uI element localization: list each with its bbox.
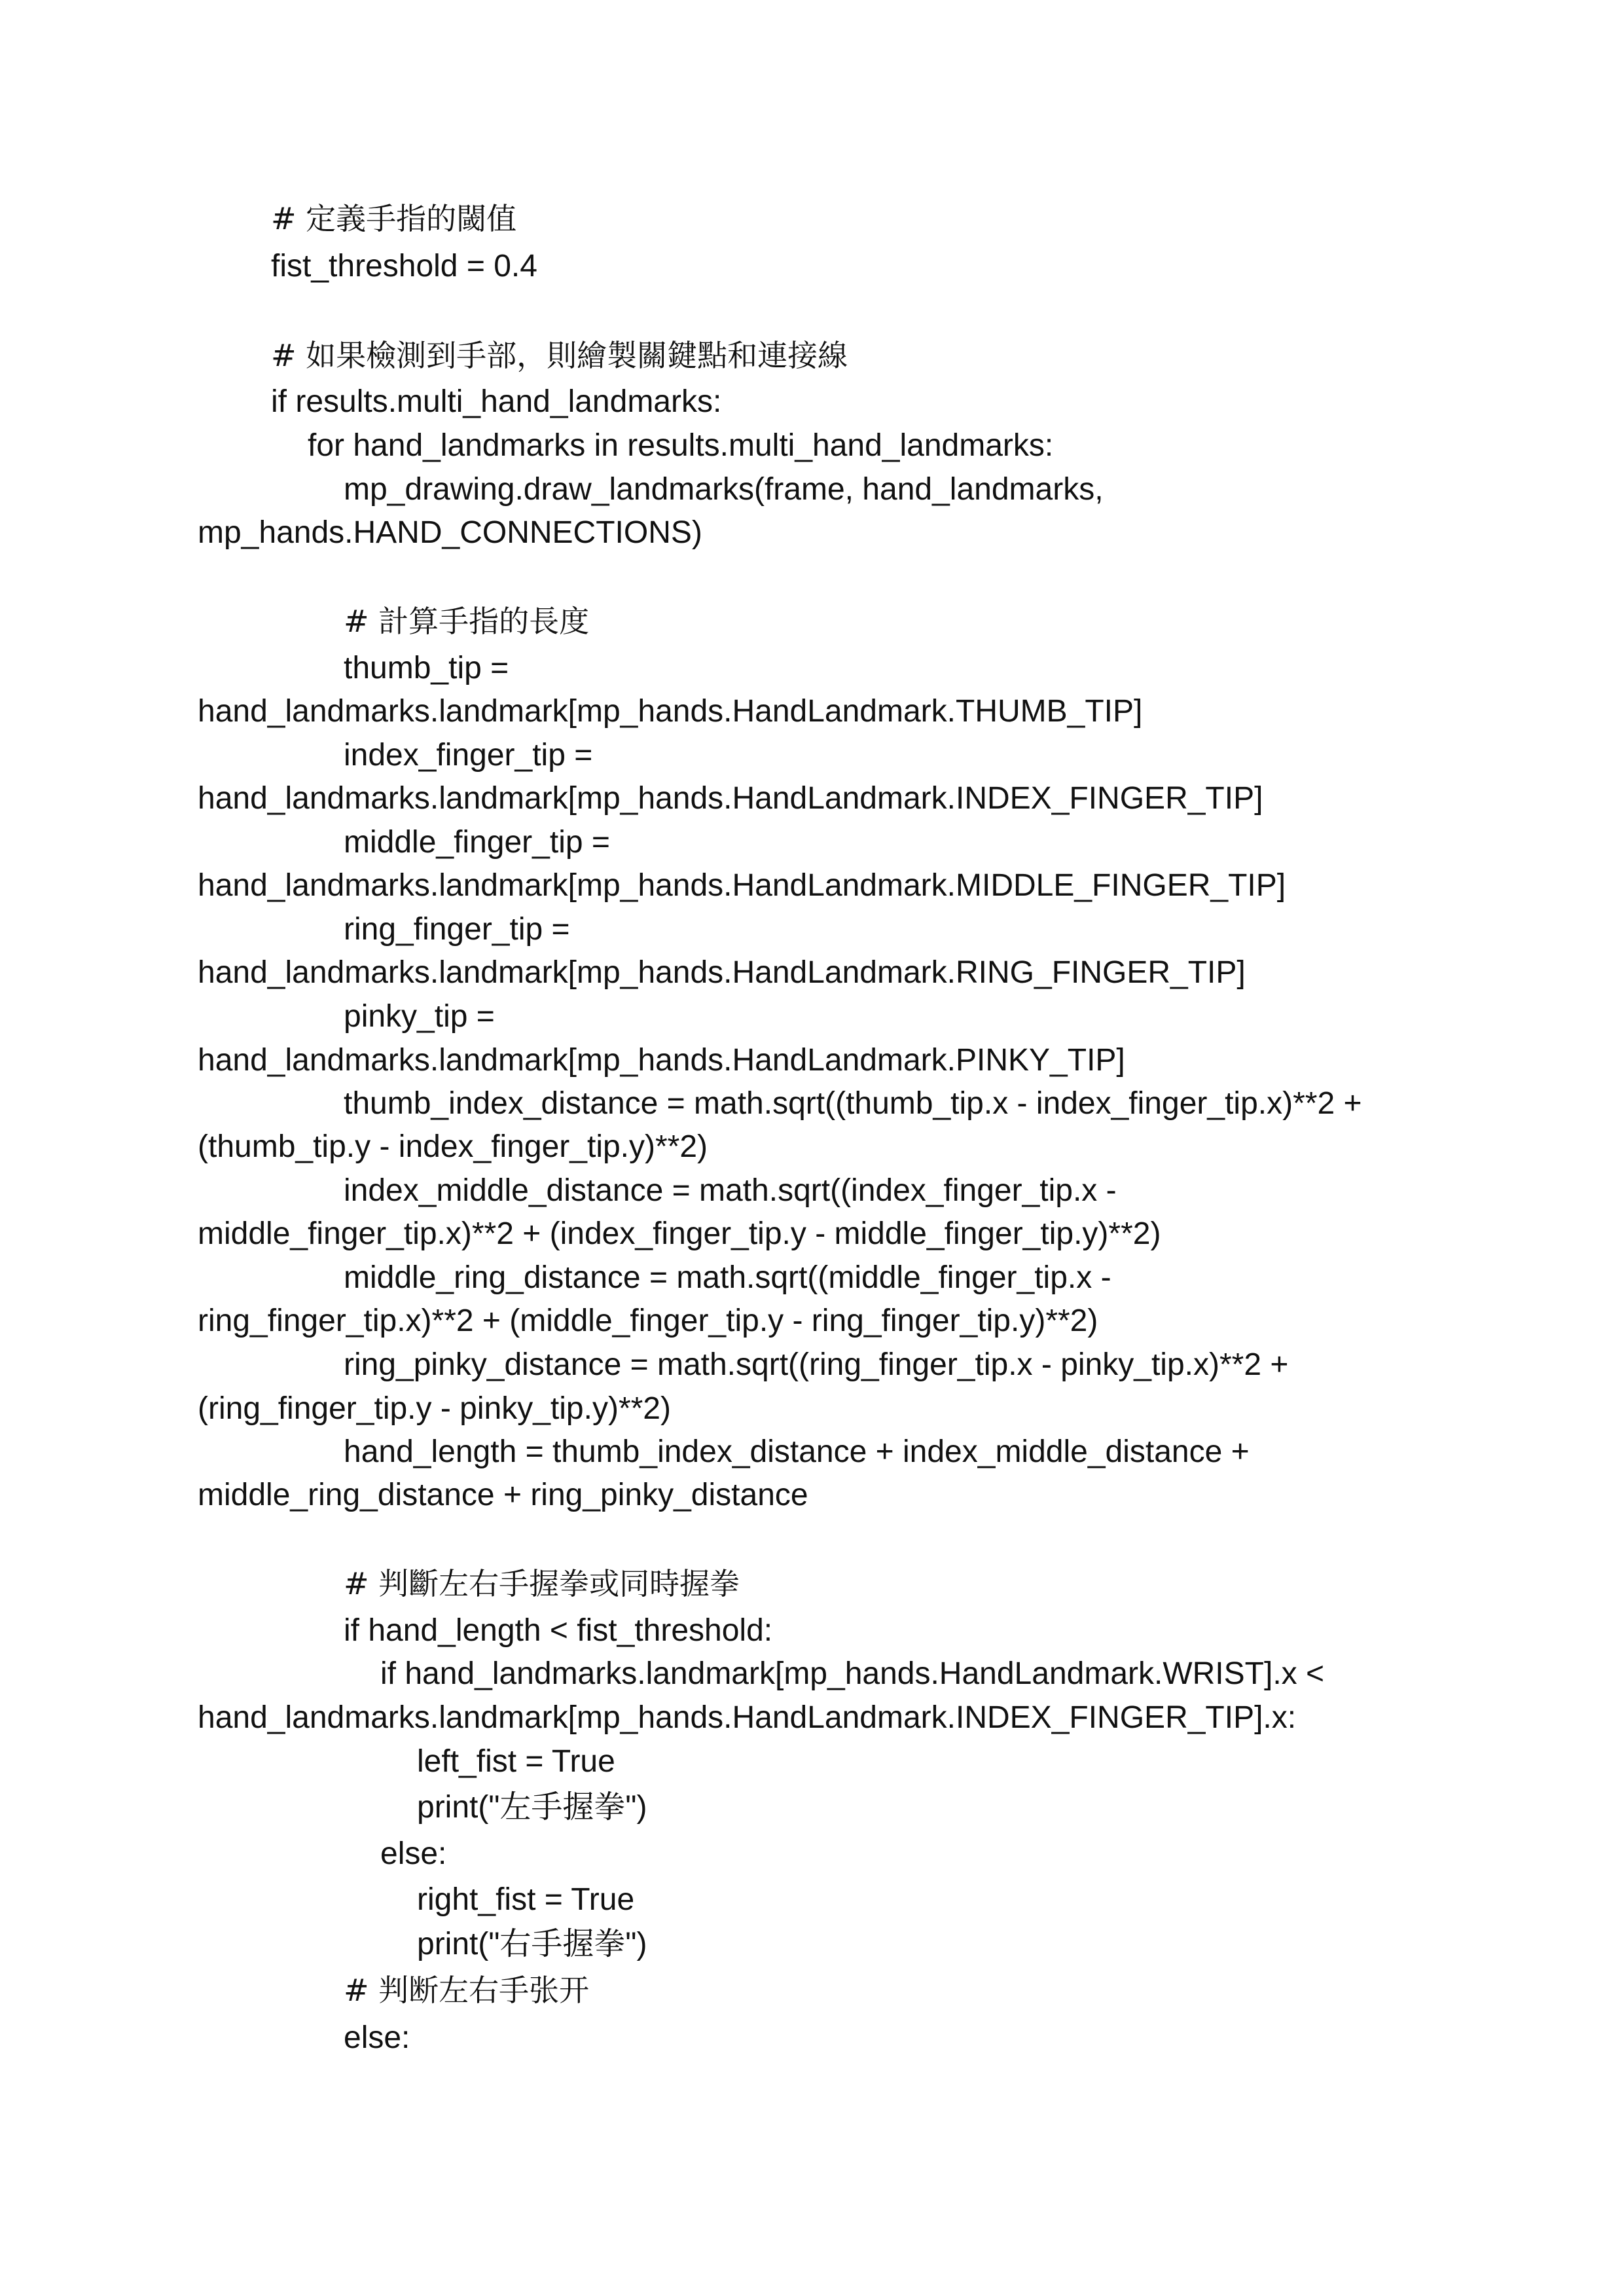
code-line: thumb_index_distance = math.sqrt((thumb_tip.x - index_finger_tip.x)**2 + [344, 1086, 1362, 1121]
code-line: if hand_landmarks.landmark[mp_hands.HandLandmark.WRIST].x < [380, 1656, 1325, 1691]
code-line: if results.multi_hand_landmarks: [271, 384, 722, 419]
code-line: if hand_length < fist_threshold: [344, 1613, 773, 1648]
code-line: (ring_finger_tip.y - pinky_tip.y)**2) [198, 1391, 671, 1426]
code-comment: # 如果檢測到手部，則繪製關鍵點和連接線 [271, 338, 848, 373]
code-line: ring_pinky_distance = math.sqrt((ring_finger_tip.x - pinky_tip.x)**2 + [344, 1347, 1289, 1382]
code-line: middle_finger_tip = [344, 825, 610, 860]
code-line: hand_length = thumb_index_distance + index_middle_distance + [344, 1434, 1250, 1469]
code-line: hand_landmarks.landmark[mp_hands.HandLandmark.MIDDLE_FINGER_TIP] [198, 868, 1286, 903]
code-comment: # 計算手指的長度 [344, 604, 590, 639]
code-line: pinky_tip = [344, 999, 495, 1034]
code-line: left_fist = True [417, 1744, 615, 1779]
code-line: ring_finger_tip.x)**2 + (middle_finger_tip.y - ring_finger_tip.y)**2) [198, 1303, 1098, 1338]
code-line: right_fist = True [417, 1882, 635, 1917]
code-line: (thumb_tip.y - index_finger_tip.y)**2) [198, 1129, 708, 1164]
code-line: hand_landmarks.landmark[mp_hands.HandLandmark.INDEX_FINGER_TIP] [198, 781, 1263, 816]
code-line: middle_ring_distance = math.sqrt((middle_finger_tip.x - [344, 1260, 1111, 1295]
code-line: fist_threshold = 0.4 [271, 249, 537, 283]
code-line: index_middle_distance = math.sqrt((index_finger_tip.x - [344, 1173, 1117, 1208]
code-line: hand_landmarks.landmark[mp_hands.HandLandmark.RING_FINGER_TIP] [198, 955, 1246, 990]
code-line: hand_landmarks.landmark[mp_hands.HandLandmark.INDEX_FINGER_TIP].x: [198, 1700, 1297, 1735]
code-line: else: [344, 2020, 410, 2055]
code-line: else: [380, 1836, 447, 1871]
code-line: mp_drawing.draw_landmarks(frame, hand_landmarks, [344, 472, 1104, 507]
code-line: hand_landmarks.landmark[mp_hands.HandLandmark.THUMB_TIP] [198, 694, 1143, 729]
code-comment: # 判断左右手张开 [344, 1973, 590, 2008]
code-comment: # 定義手指的閾值 [271, 201, 517, 236]
code-line: hand_landmarks.landmark[mp_hands.HandLandmark.PINKY_TIP] [198, 1043, 1125, 1078]
code-line: ring_finger_tip = [344, 912, 570, 947]
code-line: mp_hands.HAND_CONNECTIONS) [198, 515, 702, 550]
code-line: middle_finger_tip.x)**2 + (index_finger_tip.y - middle_finger_tip.y)**2) [198, 1216, 1161, 1251]
code-comment: # 判斷左右手握拳或同時握拳 [344, 1566, 740, 1601]
code-line: thumb_tip = [344, 651, 509, 685]
code-line: print("左手握拳") [417, 1790, 647, 1825]
code-line: print("右手握拳") [417, 1927, 647, 1961]
code-line: middle_ring_distance + ring_pinky_distance [198, 1478, 808, 1512]
code-line: index_finger_tip = [344, 738, 593, 773]
code-line: for hand_landmarks in results.multi_hand_landmarks: [308, 428, 1054, 463]
